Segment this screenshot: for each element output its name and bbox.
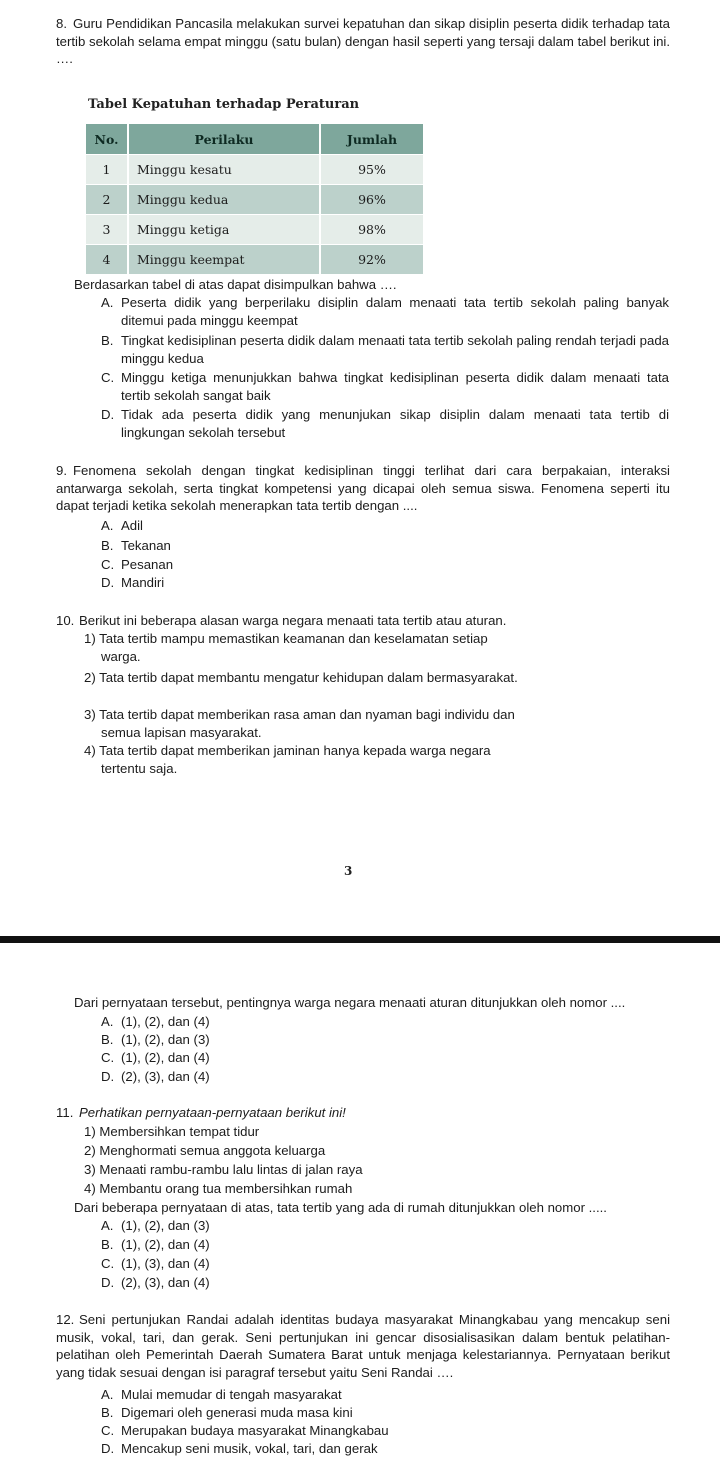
option-text: (2), (3), dan (4): [121, 1069, 210, 1084]
option-label: C.: [101, 1423, 115, 1438]
question-11-option-b[interactable]: [101, 1236, 671, 1254]
option-text: (1), (2), dan (4): [121, 1014, 210, 1029]
question-8-text: [56, 15, 670, 68]
option-label: A.: [101, 1218, 114, 1233]
question-10-number: 10.: [56, 613, 75, 628]
question-11-text: [56, 1104, 670, 1122]
option-text: Merupakan budaya masyarakat Minangkabau: [121, 1423, 389, 1438]
table-cell-no: 2: [86, 185, 128, 215]
option-text: (1), (3), dan (4): [121, 1256, 210, 1271]
question-10-option-b[interactable]: [101, 1031, 671, 1049]
question-11-statement-1: [84, 1123, 524, 1141]
statement-text: Membersihkan tempat tidur: [99, 1124, 260, 1139]
option-text: Tidak ada peserta didik yang menunjukan sikap disiplin dalam menaati tata tertib di lingkungan sekolah tersebut: [121, 407, 669, 440]
question-10-statement-1: [84, 630, 524, 665]
option-text: Tekanan: [121, 538, 171, 553]
question-11-statement-2: [84, 1142, 524, 1160]
option-text: (1), (2), dan (4): [121, 1237, 210, 1252]
question-9-option-c[interactable]: [101, 556, 671, 574]
table-cell-perilaku: Minggu kedua: [128, 185, 320, 215]
table-cell-jumlah: 95%: [320, 155, 424, 185]
question-12-option-a[interactable]: [101, 1386, 671, 1404]
question-11-option-a[interactable]: [101, 1217, 671, 1235]
question-12-stem: Seni pertunjukan Randai adalah identitas budaya masyarakat Minangkabau yang mencakup seni musik, vokal, tari, dan gerak. Seni pertunjukan ini gencar disosialisasikan dalam bentuk pelatihan-pelatihan oleh Pemerintah Daerah Sumatera Barat untuk menjaga kelestariannya. Pernyataan berikut yang tidak sesuai dengan isi paragraf tersebut yaitu Seni Randai ….: [56, 1312, 670, 1380]
option-label: B.: [101, 1405, 114, 1420]
option-label: D.: [101, 1441, 115, 1456]
question-10-statement-2: [84, 669, 524, 687]
question-10-text: [56, 612, 670, 630]
table-cell-jumlah: 98%: [320, 215, 424, 245]
table-title: Tabel Kepatuhan terhadap Peraturan: [88, 97, 360, 112]
option-label: C.: [101, 557, 115, 572]
question-11-statement-4: [84, 1180, 524, 1198]
table-row: [86, 245, 424, 275]
option-label: C.: [101, 370, 115, 385]
table-cell-jumlah: 92%: [320, 245, 424, 275]
question-9-number: 9.: [56, 463, 67, 478]
option-text: (1), (2), dan (3): [121, 1032, 210, 1047]
question-9-text: [56, 462, 670, 515]
question-10-statement-3: [84, 706, 524, 741]
option-text: Minggu ketiga menunjukkan bahwa tingkat kedisiplinan peserta didik dalam menaati tata tertib sekolah sangat baik: [121, 370, 669, 403]
question-11-prompt: Dari beberapa pernyataan di atas, tata tertib yang ada di rumah ditunjukkan oleh nomor .....: [74, 1200, 607, 1215]
question-11-stem: Perhatikan pernyataan-pernyataan berikut ini!: [79, 1105, 346, 1120]
option-text: (1), (2), dan (4): [121, 1050, 210, 1065]
table-cell-no: 4: [86, 245, 128, 275]
question-9-option-a[interactable]: [101, 517, 671, 535]
question-12-option-d[interactable]: [101, 1440, 671, 1458]
option-label: B.: [101, 538, 114, 553]
table-header-perilaku: Perilaku: [128, 124, 320, 155]
page-divider: [0, 936, 720, 943]
table-header-row: [86, 124, 424, 155]
option-text: Tingkat kedisiplinan peserta didik dalam menaati tata tertib sekolah paling rendah terjadi pada minggu kedua: [121, 333, 669, 366]
table-cell-perilaku: Minggu keempat: [128, 245, 320, 275]
table-cell-perilaku: Minggu kesatu: [128, 155, 320, 185]
table-row: [86, 155, 424, 185]
table-cell-jumlah: 96%: [320, 185, 424, 215]
statement-text: Membantu orang tua membersihkan rumah: [99, 1181, 353, 1196]
option-label: B.: [101, 333, 114, 348]
option-text: Mandiri: [121, 575, 165, 590]
option-label: A.: [101, 295, 114, 310]
question-8-option-a[interactable]: [101, 294, 671, 329]
question-12-text: [56, 1311, 670, 1381]
option-label: B.: [101, 1237, 114, 1252]
question-10-stem: Berikut ini beberapa alasan warga negara menaati tata tertib atau aturan.: [79, 613, 507, 628]
question-8-prompt: Berdasarkan tabel di atas dapat disimpulkan bahwa ….: [74, 277, 397, 292]
table-header-no: No.: [86, 124, 128, 155]
option-text: (1), (2), dan (3): [121, 1218, 210, 1233]
option-label: C.: [101, 1256, 115, 1271]
option-label: B.: [101, 1032, 114, 1047]
table-row: [86, 185, 424, 215]
page-number: 3: [344, 864, 353, 878]
option-text: (2), (3), dan (4): [121, 1275, 210, 1290]
table-cell-no: 3: [86, 215, 128, 245]
question-11-statement-3: [84, 1161, 524, 1179]
option-label: A.: [101, 1387, 114, 1402]
option-label: A.: [101, 518, 114, 533]
question-11-option-c[interactable]: [101, 1255, 671, 1273]
question-9-option-d[interactable]: [101, 574, 671, 592]
option-label: D.: [101, 1275, 115, 1290]
question-11-option-d[interactable]: [101, 1274, 671, 1292]
statement-number: 4): [84, 1181, 96, 1196]
question-8-option-b[interactable]: [101, 332, 671, 367]
statement-text: Menghormati semua anggota keluarga: [99, 1143, 326, 1158]
question-10-statement-4: [84, 742, 524, 777]
statement-text: Tata tertib dapat memberikan rasa aman dan nyaman bagi individu dan semua lapisan masyarakat.: [99, 707, 515, 740]
statement-number: 4): [84, 743, 96, 758]
statement-text: Tata tertib dapat membantu mengatur kehidupan dalam bermasyarakat.: [99, 670, 518, 685]
question-12-number: 12.: [56, 1312, 75, 1327]
compliance-table: [86, 124, 425, 274]
question-8-number: 8.: [56, 16, 67, 31]
question-9-option-b[interactable]: [101, 537, 671, 555]
statement-number: 2): [84, 670, 96, 685]
question-10-option-d[interactable]: [101, 1068, 671, 1086]
question-10-option-a[interactable]: [101, 1013, 671, 1031]
table-cell-no: 1: [86, 155, 128, 185]
option-label: D.: [101, 1069, 115, 1084]
question-8-option-c[interactable]: [101, 369, 671, 404]
table-header-jumlah: Jumlah: [320, 124, 424, 155]
question-11-number: 11.: [56, 1105, 74, 1120]
option-text: Mencakup seni musik, vokal, tari, dan gerak: [121, 1441, 378, 1456]
option-label: A.: [101, 1014, 114, 1029]
table-cell-perilaku: Minggu ketiga: [128, 215, 320, 245]
statement-number: 2): [84, 1143, 96, 1158]
option-text: Mulai memudar di tengah masyarakat: [121, 1387, 342, 1402]
question-10-option-c[interactable]: [101, 1049, 671, 1067]
statement-number: 1): [84, 1124, 96, 1139]
option-text: Adil: [121, 518, 143, 533]
option-text: Digemari oleh generasi muda masa kini: [121, 1405, 353, 1420]
option-text: Peserta didik yang berperilaku disiplin dalam menaati tata tertib sekolah paling banyak ditemui pada minggu keempat: [121, 295, 669, 328]
statement-text: Menaati rambu-rambu lalu lintas di jalan raya: [99, 1162, 363, 1177]
question-9-stem: Fenomena sekolah dengan tingkat kedisiplinan tinggi terlihat dari cara berpakaian, interaksi antarwarga sekolah, serta tingkat kompetensi yang dicapai oleh semua siswa. Fenomena seperti itu dapat terjadi ketika sekolah menerapkan tata tertib dengan ....: [56, 463, 670, 513]
option-label: C.: [101, 1050, 115, 1065]
statement-text: Tata tertib mampu memastikan keamanan dan keselamatan setiap warga.: [99, 631, 488, 664]
statement-number: 3): [84, 707, 96, 722]
question-12-option-b[interactable]: [101, 1404, 671, 1422]
statement-number: 1): [84, 631, 96, 646]
statement-number: 3): [84, 1162, 96, 1177]
question-8-option-d[interactable]: [101, 406, 671, 441]
question-10-prompt: Dari pernyataan tersebut, pentingnya warga negara menaati aturan ditunjukkan oleh nomor ....: [74, 995, 626, 1010]
statement-text: Tata tertib dapat memberikan jaminan hanya kepada warga negara tertentu saja.: [99, 743, 491, 776]
question-12-option-c[interactable]: [101, 1422, 671, 1440]
option-text: Pesanan: [121, 557, 174, 572]
table-row: [86, 215, 424, 245]
option-label: D.: [101, 575, 115, 590]
question-8-stem: Guru Pendidikan Pancasila melakukan survei kepatuhan dan sikap disiplin peserta didik terhadap tata tertib sekolah selama empat minggu (satu bulan) dengan hasil seperti yang tersaji dalam tabel berikut ini. ….: [56, 16, 670, 66]
option-label: D.: [101, 407, 115, 422]
